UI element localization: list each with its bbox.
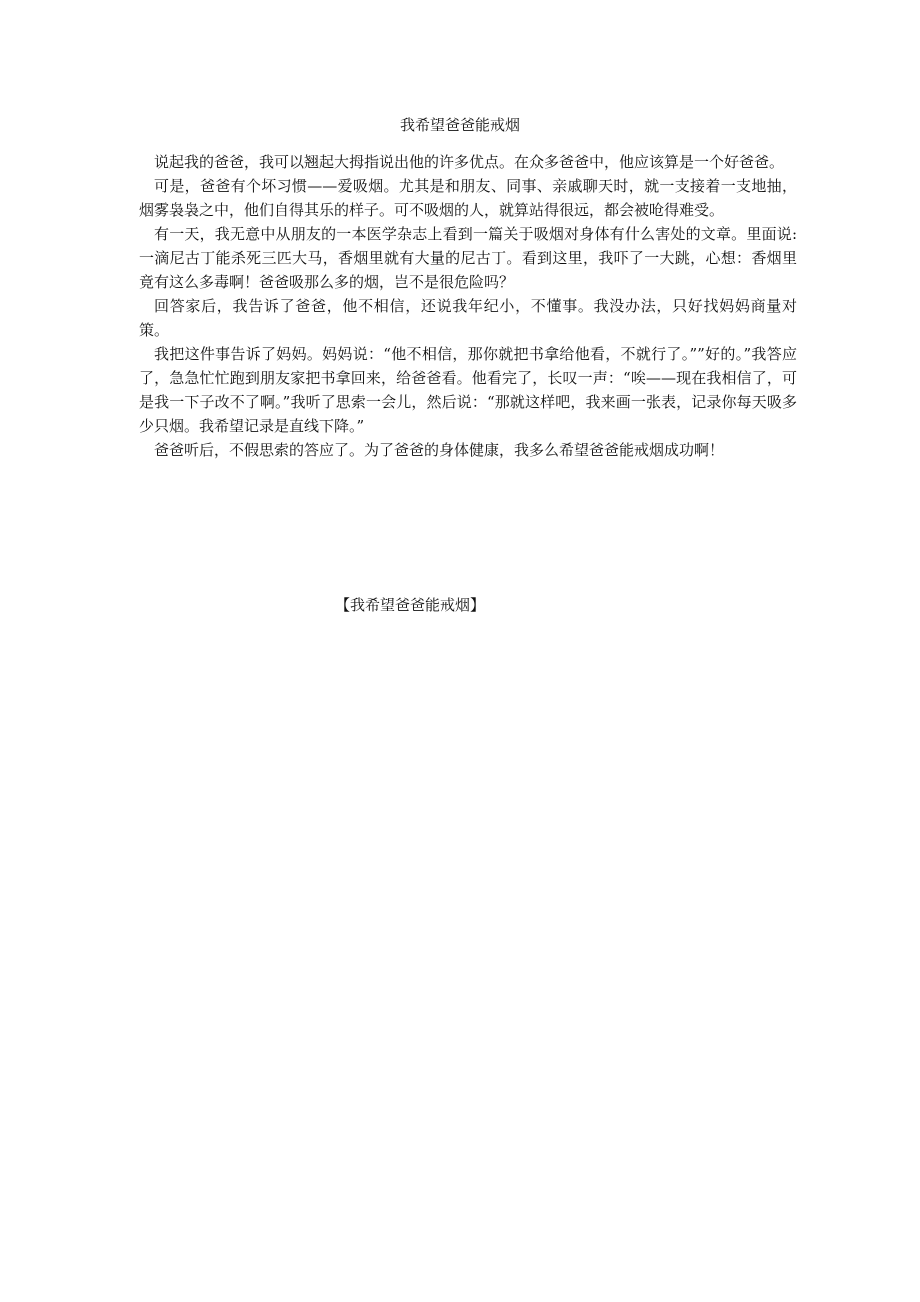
paragraph-1: 说起我的爸爸，我可以翘起大拇指说出他的许多优点。在众多爸爸中，他应该算是一个好爸爸。	[154, 153, 785, 171]
document-title: 我希望爸爸能戒烟	[399, 116, 520, 134]
paragraph-3: 有一天，我无意中从朋友的一本医学杂志上看到一篇关于吸烟对身体有什么害处的文章。里面说: 一滴尼古丁能杀死三匹大马，香烟里就有大量的尼古丁。看到这里，我吓了一大跳，心想：香烟里竟有这么多毒啊！爸爸吸那么多的烟，岂不是很危险吗？	[139, 225, 797, 291]
paragraph-2: 可是，爸爸有个坏习惯——爱吸烟。尤其是和朋友、同事、亲戚聊天时，就一支接着一支地抽，烟雾袅袅之中，他们自得其乐的样子。可不吸烟的人，就算站得很远，都会被呛得难受。	[139, 177, 797, 219]
paragraph-4: 回答家后，我告诉了爸爸，他不相信，还说我年纪小，不懂事。我没办法，只好找妈妈商量对策。	[139, 297, 797, 339]
document-body	[139, 150, 797, 462]
paragraph-5: 我把这件事告诉了妈妈。妈妈说：“他不相信，那你就把书拿给他看，不就行了。””好的。”我答应了，急急忙忙跑到朋友家把书拿回来，给爸爸看。他看完了，长叹一声：“唉——现在我相信了，可是我一下子改不了啊。”我听了思索一会儿，然后说：“那就这样吧，我来画一张表，记录你每天吸多少只烟。我希望记录是直线下降。”	[139, 345, 797, 435]
paragraph-6: 爸爸听后，不假思索的答应了。为了爸爸的身体健康，我多么希望爸爸能戒烟成功啊！	[154, 441, 725, 459]
footer-title: 【我希望爸爸能戒烟】	[335, 596, 486, 614]
